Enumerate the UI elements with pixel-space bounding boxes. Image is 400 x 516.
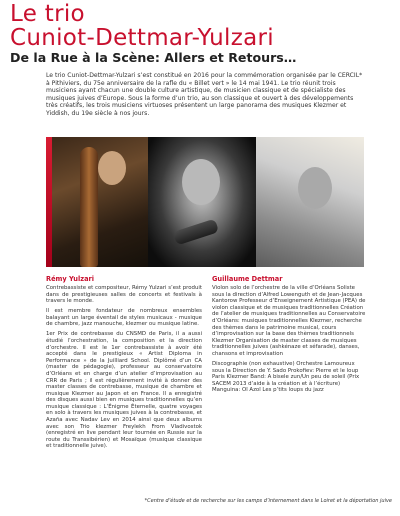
portrait-face [298,167,332,209]
photo-violinist [148,137,256,267]
bio-paragraph: 1er Prix de contrebasse du CNSMD de Paris, il a aussi étudié l’orchestration, la composition et la direction d’orchestre. Il est le 1er contrebassiste à avoir été accepté dans le prestigieux « Artist Diploma in Performance » de la Juilliard School. Diplômé d’un CA (master de pédagogie), professeur au conservatoire d’Orléans et en charge d’un atelier d’improvisation au CRR de Paris ; il est régulièrement invité à donner des master classes de contrebasse, musique de chambre et musique Klezmer au Japon et en France. Il a enregistré des disques aussi bien en musiques traditionnelles qu’en musique classique : L’Énigme Éternelle, quatre voyages en solo à travers les musiques juives à la contrebasse, et Azaña avec Nadav Lev en 2014 ainsi que deux albums avec son Trio klezmer Freylekh From Vladivostok (enregistré en live pendant leur tournée en Russie sur la route du Transsibérien) et Mosaïque (musique classique et traditionnelle juive). [46,331,202,450]
trio-photos [46,137,364,267]
photo-remy-yulzari [46,137,148,267]
double-bass-shape [80,147,98,267]
intro-paragraph: Le trio Cuniot-Dettmar-Yulzari s’est constitué en 2016 pour la commémoration organisée par le CERCIL* à Pithiviers, du 75e anniversaire de la rafle du « Billet vert » le 14 mai 1941. Le trio réunit trois musiciens ayant chacun une double culture artistique, de musicien classique et de spécialiste des musiques juives d’Europe. Sous la forme d’un trio, au son classique et ouvert à des développements très créatifs, les trois musiciens virtuoses présentent un large panorama des musiques Klezmer et Yiddish, du 19e siècle à nos jours. [46,72,363,117]
footnote: *Centre d’étude et de recherche sur les camps d’internement dans le Loiret et la déportation juive [144,498,392,504]
bio-paragraph: Il est membre fondateur de nombreux ensembles balayant un large éventail de styles musicaux - musique de chambre, jazz manouche, klezmer ou musique latine. [46,308,202,328]
portrait-face [98,151,126,185]
bio-guillaume-dettmar [212,275,368,394]
bio-name: Guillaume Dettmar [212,275,283,283]
bio-paragraph: Discographie (non exhaustive) Orchestre Lamoureux sous la Direction de Y. Sado Prokofiev: Pierre et le loup Paris Klezmer Band: A bisele zun/Un peu de soleil (Prix SACEM 2013 d’aide à la création et à l’écriture) Manguina: Oï Azoï Les p’tits loups du jazz [212,360,360,394]
bio-remy-yulzari [46,275,202,450]
page-subtitle: De la Rue à la Scène: Allers et Retours… [10,50,297,65]
portrait-face [182,159,220,205]
bio-paragraph: Contrebassiste et compositeur, Rémy Yulzari s’est produit dans de prestigieuses salles de concerts et festivals à travers le monde. [46,285,202,305]
title-line-1: Le trio [10,1,85,27]
violin-shape [173,219,219,246]
page-title [10,2,274,50]
bio-name: Rémy Yulzari [46,275,95,283]
red-stripe [46,137,52,267]
photo-third-musician [256,137,364,267]
title-line-2: Cuniot-Dettmar-Yulzari [10,25,274,51]
bio-paragraph: Violon solo de l’orchestre de la ville d’Orléans Soliste sous la direction d’Alfred Lowenguth et de Jean-Jacques Kantorow Professeur d’Enseignement Artistique (PEA) de violon classique et de musiques traditionnelles Création de l’atelier de musiques traditionnelles au Conservatoire d’Orléans: musiques traditionnelles Klezmer, recherche des thèmes dans le patrimoine musical, cours d’improvisation sur la base des thèmes traditionnels Klezmer Organisation de master classes de musiques traditionnelles juives (ashkénaze et séfarade), danses, chansons et improvisation [212,285,366,357]
